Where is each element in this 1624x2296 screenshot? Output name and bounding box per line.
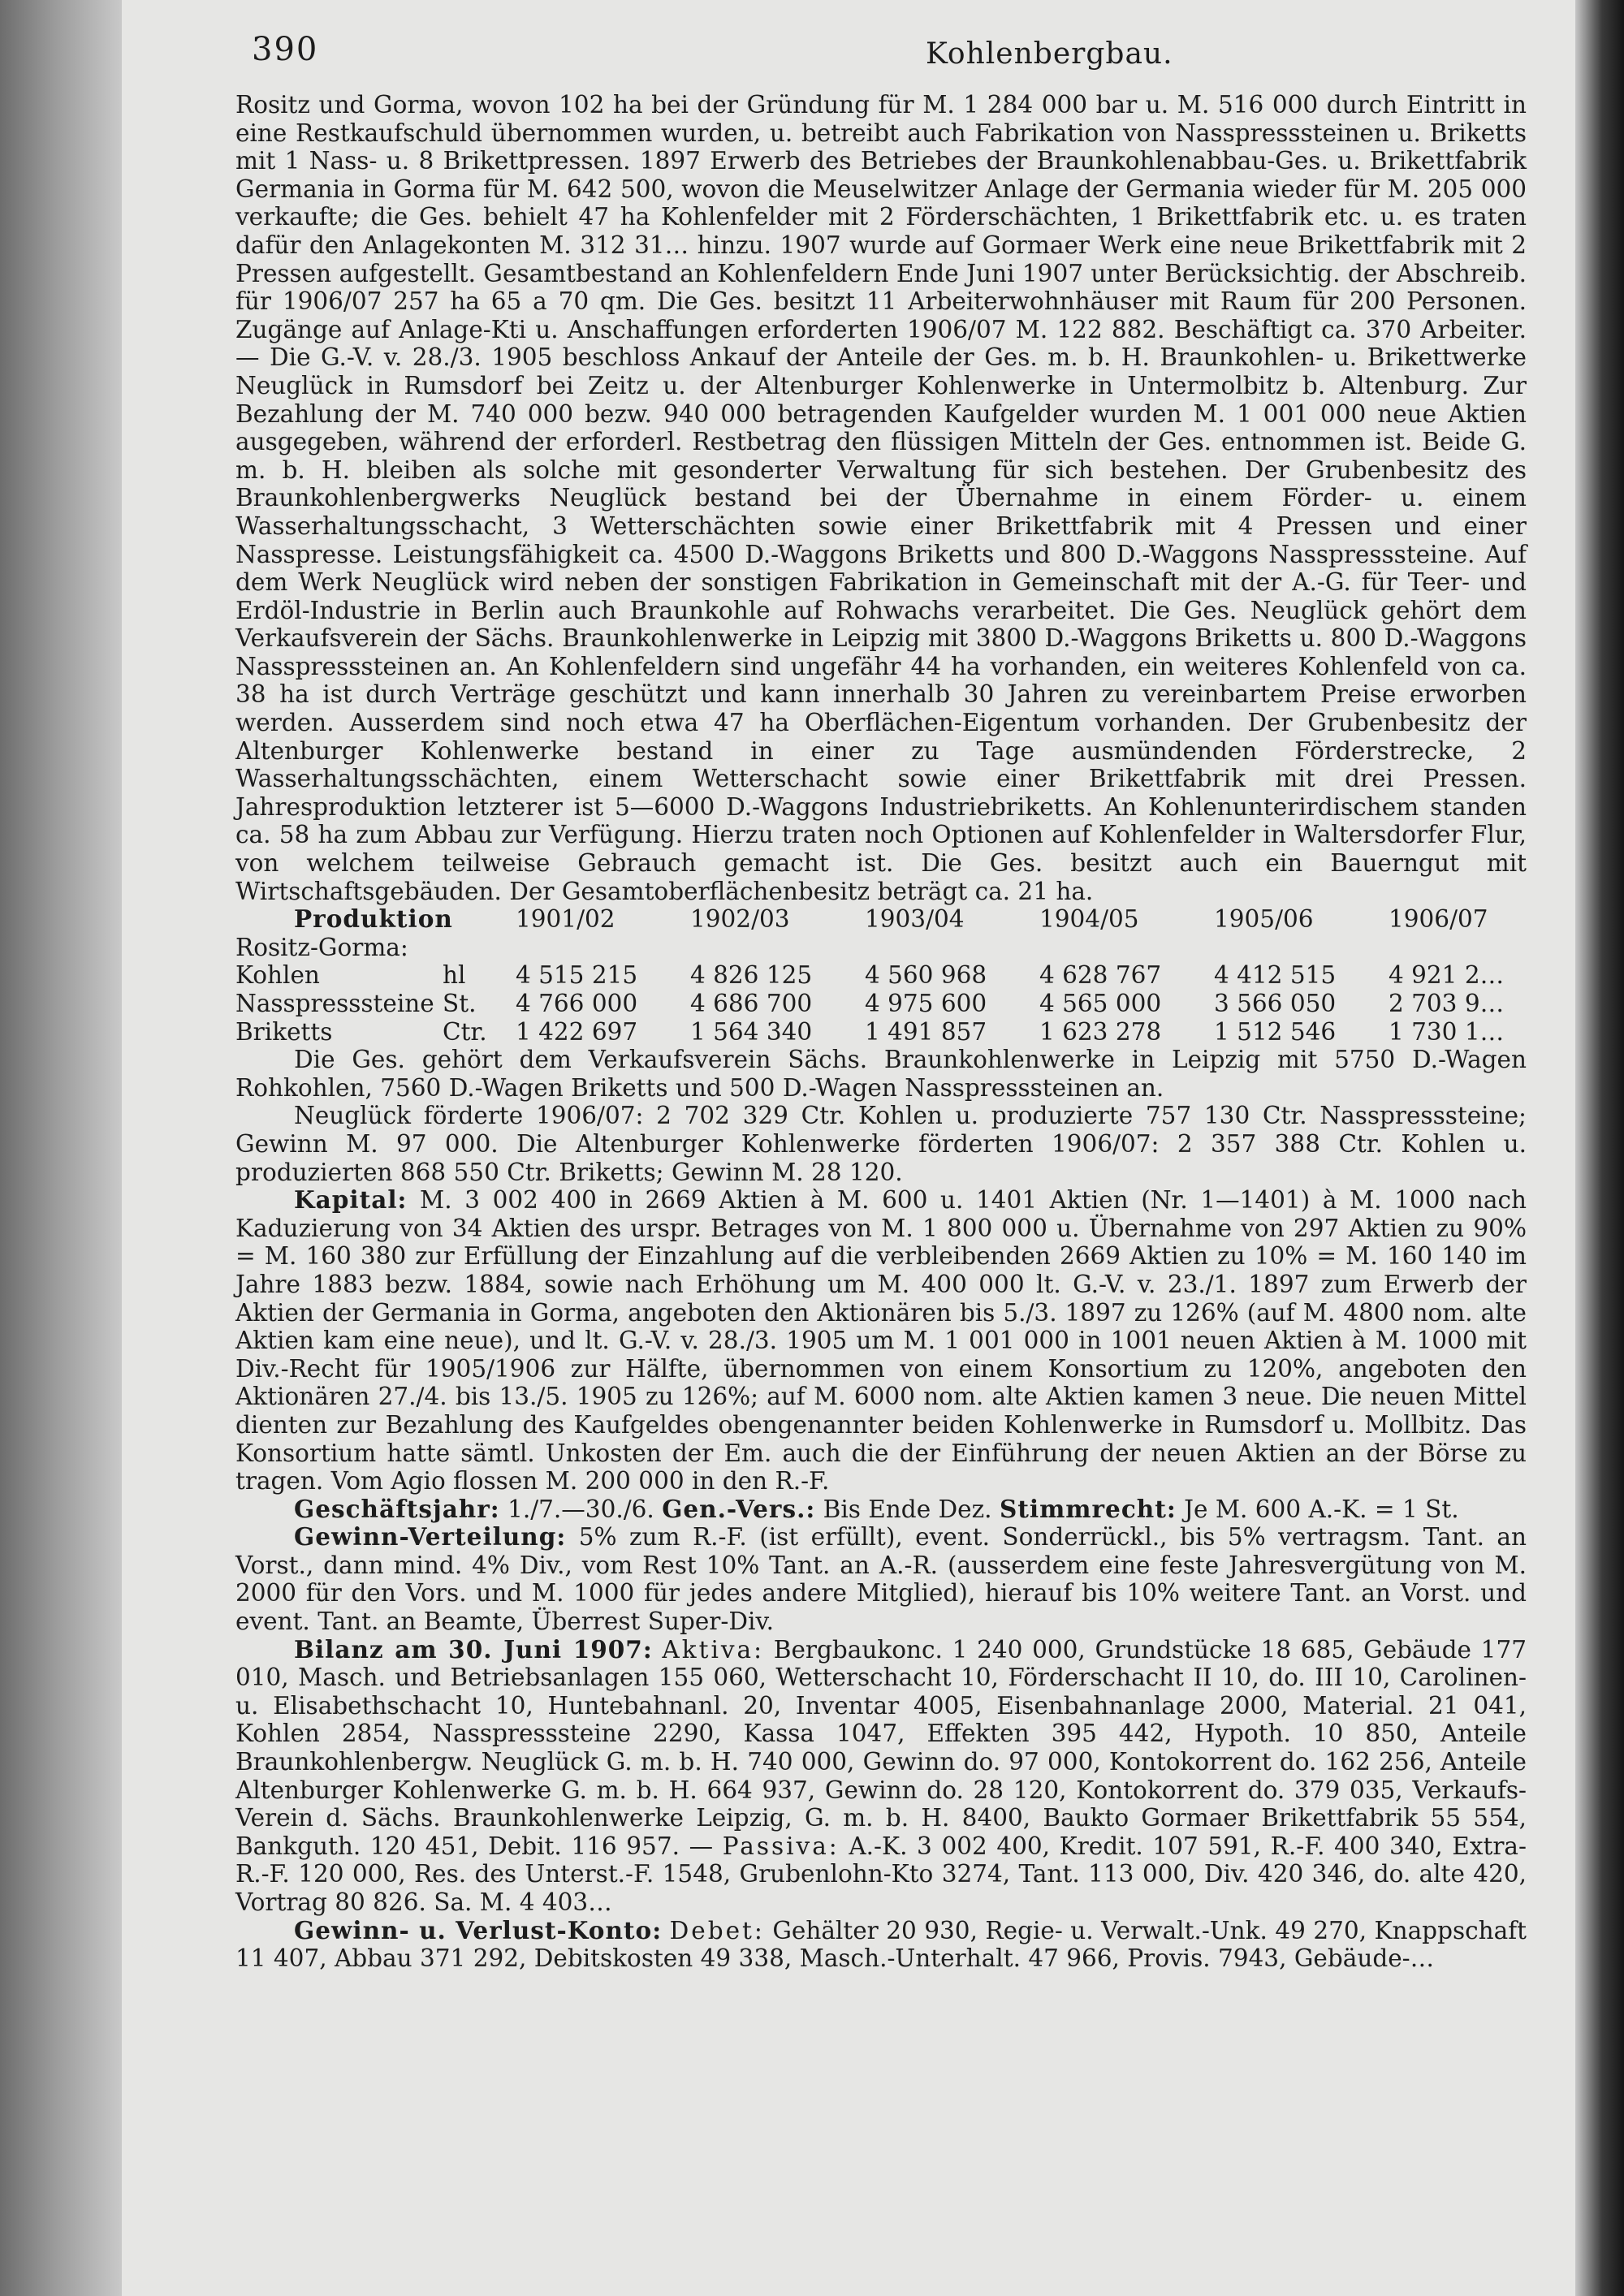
running-title: Kohlenbergbau. [926, 37, 1173, 71]
table-cell: 4 628 767 [1039, 961, 1162, 990]
verkaufsverein-paragraph: Die Ges. gehört dem Verkaufsverein Sächs. Braunkohlenwerke in Leipzig mit 5750 D.-Wagen Rohkohlen, 7560 D.-Wagen Briketts und 500 D.-Wagen Nasspresssteinen an. [235, 1046, 1527, 1102]
table-row [235, 961, 1527, 990]
table-cell: 3 566 050 [1214, 990, 1337, 1017]
production-year: 1905/06 [1214, 905, 1314, 934]
table-cell: 2 703 9… [1389, 990, 1505, 1017]
table-row [235, 1018, 1527, 1047]
row-unit: St. [443, 990, 477, 1017]
production-subheading: Rositz-Gorma: [235, 933, 408, 961]
row-label: Kohlen [235, 961, 320, 990]
guv-paragraph [235, 1917, 1527, 1973]
geschaeftsjahr-text: 1./7.—30./6. [508, 1495, 654, 1523]
bilanz-paragraph [235, 1636, 1527, 1917]
intro-paragraph: Rositz und Gorma, wovon 102 ha bei der Gründung für M. 1 284 000 bar u. M. 516 000 durch Eintritt in eine Restkaufschuld übernommen wurden, u. betreibt auch Fabrikation von Nasspresssteinen u. Briketts mit 1 Nass- u. 8 Brikettpressen. 1897 Erwerb des Betriebes der Braunkohlenabbau-Ges. u. Brikettfabrik Germania in Gorma für M. 642 500, wovon die Meuselwitzer Anlage der Germania wieder für M. 205 000 verkaufte; die Ges. behielt 47 ha Kohlenfelder mit 2 Förderschächten, 1 Brikettfabrik etc. u. es traten dafür den Anlagekonten M. 312 31… hinzu. 1907 wurde auf Gormaer Werk eine neue Brikettfabrik mit 2 Pressen aufgestellt. Gesamtbestand an Kohlenfeldern Ende Juni 1907 unter Berücksichtig. der Abschreib. für 1906/07 257 ha 65 a 70 qm. Die Ges. besitzt 11 Arbeiterwohnhäuser mit Raum für 200 Personen. Zugänge auf Anlage-Kti u. Anschaffungen erforderten 1906/07 M. 122 882. Beschäftigt ca. 370 Arbeiter. — Die G.-V. v. 28./3. 1905 beschloss Ankauf der Anteile der Ges. m. b. H. Braunkohlen- u. Brikettwerke Neuglück in Rumsdorf bei Zeitz u. der Altenburger Kohlenwerke in Untermolbitz b. Altenburg. Zur Bezahlung der M. 740 000 bezw. 940 000 betragenden Kaufgelder wurden M. 1 001 000 neue Aktien ausgegeben, während der erforderl. Restbetrag den flüssigen Mitteln der Ges. entnommen ist. Beide G. m. b. H. bleiben als solche mit gesonderter Verwaltung für sich bestehen. Der Grubenbesitz des Braunkohlenbergwerks Neuglück bestand bei der Übernahme in einem Förder- u. einem Wasserhaltungsschacht, 3 Wetterschächten sowie einer Brikettfabrik mit 4 Pressen und einer Nasspresse. Leistungsfähigkeit ca. 4500 D.-Waggons Briketts und 800 D.-Waggons Nasspresssteine. Auf dem Werk Neuglück wird neben der sonstigen Fabrikation in Gemeinschaft mit der A.-G. für Teer- und Erdöl-Industrie in Berlin auch Braunkohle auf Rohwachs verarbeitet. Die Ges. Neuglück gehört dem Verkaufsverein der Sächs. Braunkohlenwerke in Leipzig mit 3800 D.-Waggons Briketts u. 800 D.-Waggons Nasspresssteinen an. An Kohlenfeldern sind ungefähr 44 ha vorhanden, ein weiteres Kohlenfeld von ca. 38 ha ist durch Verträge geschützt und kann innerhalb 30 Jahren zu vereinbartem Preise erworben werden. Ausserdem sind noch etwa 47 ha Oberflächen-Eigentum vorhanden. Der Grubenbesitz der Altenburger Kohlenwerke bestand in einer zu Tage ausmündenden Förderstrecke, 2 Wasserhaltungsschächten, einem Wetterschacht sowie einer Brikettfabrik mit drei Pressen. Jahresproduktion letzterer ist 5—6000 D.-Waggons Industriebriketts. An Kohlenunterirdischem standen ca. 58 ha zum Abbau zur Verfügung. Hierzu traten noch Optionen auf Kohlenfelder in Waltersdorfer Flur, von welchem teilweise Gebrauch gemacht ist. Die Ges. besitzt auch ein Bauerngut mit Wirtschaftsgebäuden. Der Gesamtoberflächenbesitz beträgt ca. 21 ha. [235, 91, 1527, 905]
production-year: 1904/05 [1039, 905, 1139, 934]
debet-label: Debet: [669, 1916, 765, 1944]
table-cell: 4 826 125 [690, 961, 813, 990]
kapital-heading: Kapital: [294, 1185, 408, 1215]
row-unit: Ctr. [443, 1017, 487, 1046]
guv-text: Gehälter 20 930, Regie- u. Verwalt.-Unk. 49 270, Knappschaft 11 407, Abbau 371 292, Debitskosten 49 338, Masch.-Unterhalt. 47 966, Provis. 7943, Gebäude-… [235, 1916, 1527, 1973]
table-cell: 1 730 1… [1389, 1017, 1505, 1046]
page-content [235, 91, 1527, 1973]
bilanz-heading: Bilanz am 30. Juni 1907: [294, 1634, 653, 1664]
passiva-text: A.-K. 3 002 400, Kredit. 107 591, R.-F. 400 340, Extra-R.-F. 120 000, Res. des Unterst.-F. 1548, Grubenlohn-Kto 3274, Tant. 113 000, Div. 420 346, do. alte 420, Vortrag 80 826. Sa. M. 4 403… [235, 1832, 1527, 1916]
table-cell: 4 975 600 [865, 990, 987, 1017]
gewinnverteilung-paragraph [235, 1523, 1527, 1635]
passiva-label: Passiva: [722, 1832, 840, 1860]
table-cell: 1 491 857 [865, 1017, 987, 1046]
table-cell: 4 515 215 [516, 961, 638, 990]
table-cell: 4 686 700 [690, 990, 813, 1017]
table-cell: 4 766 000 [516, 990, 638, 1017]
neuglueck-paragraph: Neuglück förderte 1906/07: 2 702 329 Ctr. Kohlen u. produzierte 757 130 Ctr. Nasspresssteine; Gewinn M. 97 000. Die Altenburger Kohlenwerke förderten 1906/07: 2 357 388 Ctr. Kohlen u. produzierten 868 550 Ctr. Briketts; Gewinn M. 28 120. [235, 1102, 1527, 1186]
table-cell: 4 921 2… [1389, 961, 1505, 990]
production-year: 1906/07 [1389, 905, 1488, 934]
geschaeftsjahr-heading: Geschäftsjahr: [294, 1494, 500, 1523]
table-cell: 1 422 697 [516, 1017, 638, 1046]
scan-edge-shadow [1575, 0, 1624, 2296]
kapital-text: M. 3 002 400 in 2669 Aktien à M. 600 u. 1401 Aktien (Nr. 1—1401) à M. 1000 nach Kaduzierung von 34 Aktien des urspr. Betrages von M. 1 800 000 u. Übernahme von 297 Aktien zu 90% = M. 160 380 zur Erfüllung der Einzahlung auf die verbleibenden 2669 Aktien zu 10% = M. 160 140 im Jahre 1883 bezw. 1884, sowie nach Erhöhung um M. 400 000 lt. G.-V. v. 23./1. 1897 zum Erwerb der Aktien der Germania in Gorma, angeboten den Aktionären bis 5./3. 1897 zu 126% (auf M. 4800 nom. alte Aktien kam eine neue), und lt. G.-V. v. 28./3. 1905 um M. 1 001 000 in 1001 neuen Aktien à M. 1000 mit Div.-Recht für 1905/1906 zur Hälfte, übernommen von einem Konsortium zu 120%, angeboten den Aktionären 27./4. bis 13./5. 1905 zu 126%; auf M. 6000 nom. alte Aktien kamen 3 neue. Die neuen Mittel dienten zur Bezahlung des Kaufgeldes obengenannter beiden Kohlenwerke in Rumsdorf u. Mollbitz. Das Konsortium hatte sämtl. Unkosten der Em. auch die der Einführung der neuen Aktien an der Börse zu tragen. Vom Agio flossen M. 200 000 in den R.-F. [235, 1186, 1527, 1495]
gewinnverteilung-text: 5% zum R.-F. (ist erfüllt), event. Sonderrückl., bis 5% vertragsm. Tant. an Vorst., dann mind. 4% Div., vom Rest 10% Tant. an A.-R. (ausserdem eine feste Jahresvergütung von M. 2000 für den Vors. und M. 1000 für jedes andere Mitglied), hierauf bis 10% weitere Tant. an Vorst. und event. Tant. an Beamte, Überrest Super-Div. [235, 1523, 1527, 1636]
production-year: 1903/04 [865, 905, 965, 934]
scan-binding-shadow [0, 0, 122, 2296]
production-year: 1902/03 [690, 905, 790, 934]
production-heading: Produktion [294, 904, 453, 934]
production-header [235, 905, 1527, 934]
gen-vers-text: Bis Ende Dez. [823, 1495, 992, 1523]
page-number: 390 [252, 31, 319, 68]
table-cell: 1 564 340 [690, 1017, 813, 1046]
row-label: Briketts [235, 1017, 333, 1046]
table-cell: 1 512 546 [1214, 1017, 1337, 1046]
aktiva-text: Bergbaukonc. 1 240 000, Grundstücke 18 685, Gebäude 177 010, Masch. und Betriebsanlagen 155 060, Wetterschacht 10, Förderschacht II 10, do. III 10, Carolinen- u. Elisabethschacht 10, Huntebahnanl. 20, Inventar 4005, Eisenbahnanlage 2000, Material. 21 041, Kohlen 2854, Nasspresssteine 2290, Kassa 1047, Effekten 395 442, Hypoth. 10 850, Anteile Braunkohlenbergw. Neuglück G. m. b. H. 740 000, Gewinn do. 97 000, Kontokorrent do. 162 256, Anteile Altenburger Kohlenwerke G. m. b. H. 664 937, Gewinn do. 28 120, Kontokorrent do. 379 035, Verkaufs-Verein d. Sächs. Braunkohlenwerke Leipzig, G. m. b. H. 8400, Baukto Gormaer Brikettfabrik 55 554, Bankguth. 120 451, Debit. 116 957. — [235, 1635, 1527, 1860]
gewinnverteilung-heading: Gewinn-Verteilung: [294, 1522, 567, 1552]
table-cell: 4 412 515 [1214, 961, 1337, 990]
row-unit: hl [443, 961, 466, 990]
production-table [235, 961, 1527, 1046]
table-cell: 1 623 278 [1039, 1017, 1162, 1046]
table-cell: 4 560 968 [865, 961, 987, 990]
guv-heading: Gewinn- u. Verlust-Konto: [294, 1915, 663, 1944]
row-label: Nasspresssteine [235, 990, 434, 1017]
geschaeftsjahr-paragraph [235, 1495, 1527, 1524]
table-row [235, 990, 1527, 1018]
stimmrecht-text: Je M. 600 A.-K. = 1 St. [1184, 1495, 1459, 1523]
gen-vers-heading: Gen.-Vers.: [662, 1494, 816, 1523]
table-cell: 4 565 000 [1039, 990, 1162, 1017]
production-year: 1901/02 [516, 905, 615, 934]
kapital-paragraph [235, 1186, 1527, 1495]
stimmrecht-heading: Stimmrecht: [999, 1494, 1177, 1523]
aktiva-label: Aktiva: [662, 1635, 765, 1664]
page-header [130, 31, 1559, 80]
